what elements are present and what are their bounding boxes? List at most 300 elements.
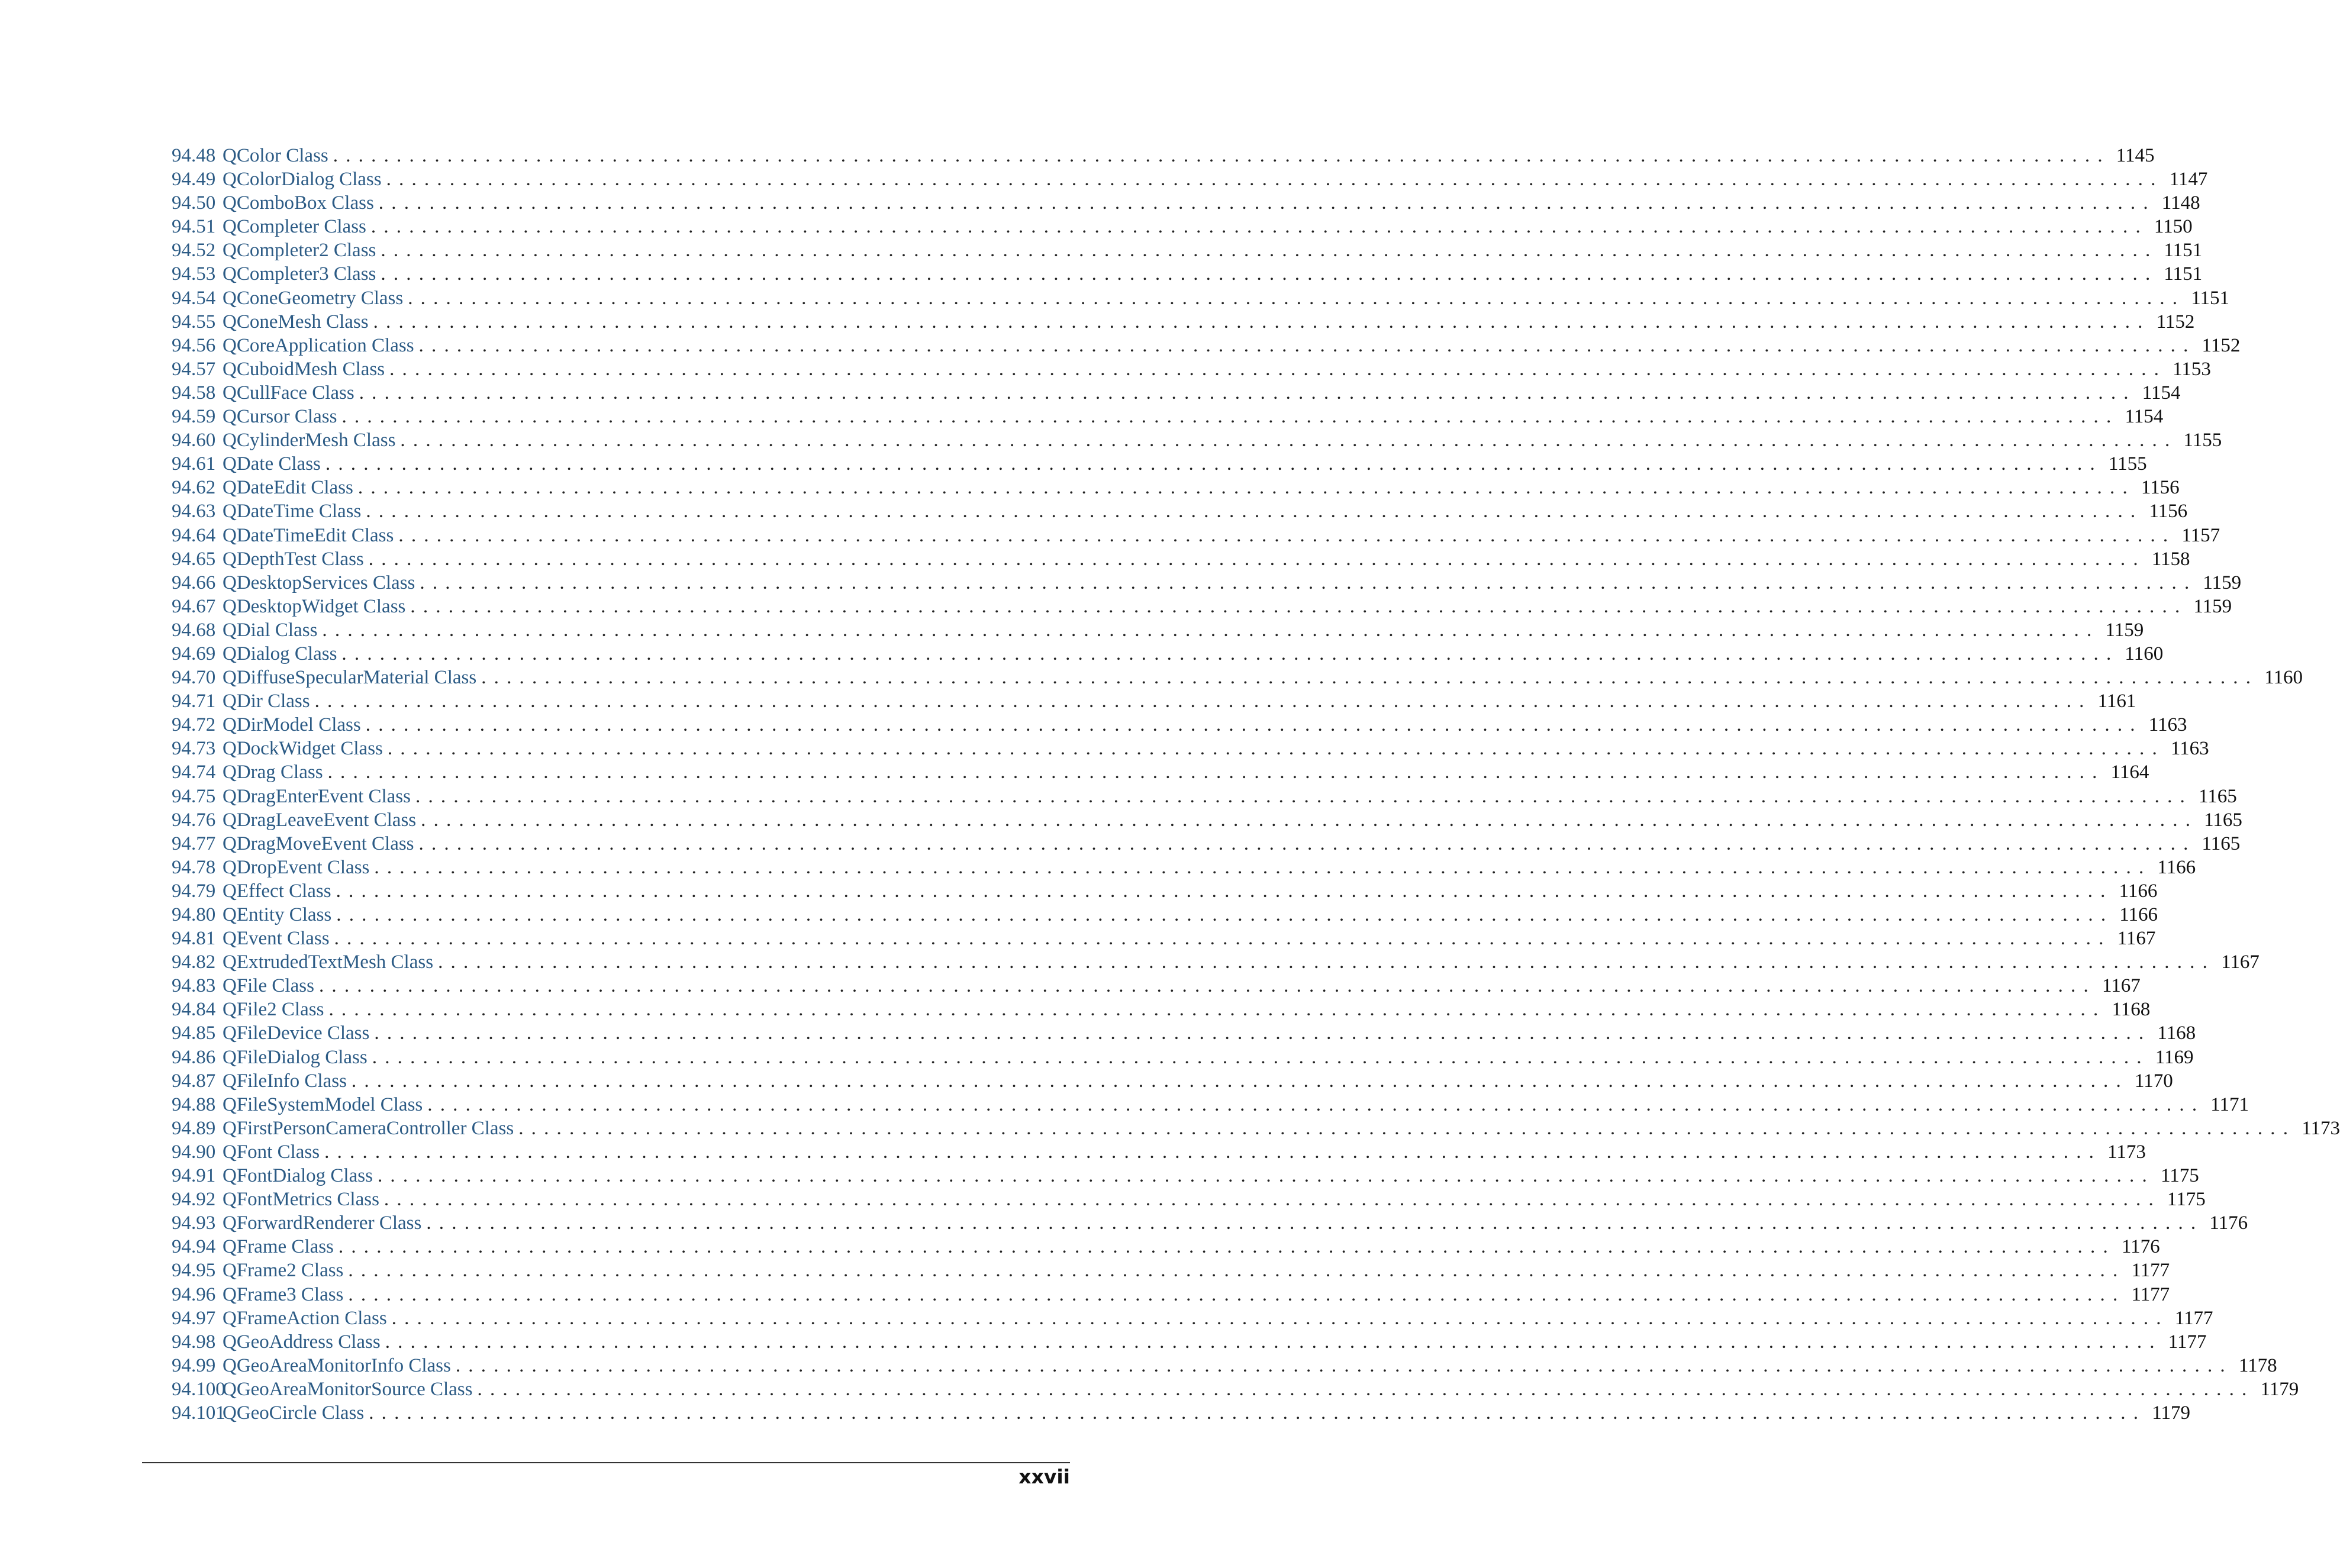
toc-dot-leader: ............................................................................................................................................ <box>370 216 2148 238</box>
toc-entry-link[interactable] <box>172 191 374 215</box>
toc-entry-number: 94.99 <box>172 1354 216 1376</box>
toc-entry <box>172 832 2241 856</box>
toc-entry-link[interactable] <box>172 666 476 689</box>
toc-entry-page: 1169 <box>2155 1046 2194 1068</box>
toc-entry-title: QDiffuseSpecularMaterial Class <box>223 667 477 689</box>
toc-entry <box>172 785 2237 808</box>
toc-entry-title: QFileDialog Class <box>223 1046 368 1068</box>
toc-entry-title: QColor Class <box>223 145 328 166</box>
toc-entry-number: 94.100 <box>172 1378 225 1400</box>
toc-entry-link[interactable] <box>172 642 337 666</box>
toc-entry-number: 94.69 <box>172 643 216 664</box>
toc-entry-link[interactable] <box>172 167 382 191</box>
toc-dot-leader: ............................................................................................................................................ <box>368 548 2146 570</box>
toc-entry-number: 94.82 <box>172 951 216 973</box>
toc-entry-title: QFile Class <box>223 975 314 997</box>
toc-entry-link[interactable] <box>172 144 328 167</box>
toc-entry-number: 94.53 <box>172 263 216 285</box>
toc-entry-page: 1165 <box>2204 809 2242 831</box>
toc-entry-page: 1148 <box>2161 192 2200 214</box>
toc-entry-number: 94.57 <box>172 358 216 380</box>
toc-entry-page: 1173 <box>2302 1117 2340 1139</box>
toc-entry-page: 1152 <box>2202 334 2241 356</box>
toc-entry <box>172 808 2242 832</box>
toc-entry-page: 1167 <box>2102 975 2141 997</box>
toc-entry-page: 1159 <box>2193 595 2232 617</box>
toc-entry-title: QDockWidget Class <box>223 738 383 760</box>
toc-entry-page: 1151 <box>2164 263 2203 285</box>
toc-entry-page: 1163 <box>2170 738 2209 760</box>
toc-entry <box>172 1377 2299 1401</box>
toc-dot-leader: ............................................................................................................................................ <box>336 904 2114 925</box>
toc-entry-link[interactable] <box>172 760 323 784</box>
toc-entry-number: 94.81 <box>172 928 216 950</box>
toc-entry-number: 94.94 <box>172 1236 216 1258</box>
toc-entry <box>172 737 2209 760</box>
toc-entry-page: 1166 <box>2119 904 2158 925</box>
toc-entry-page: 1166 <box>2119 880 2158 902</box>
toc-entry-title: QFile2 Class <box>223 999 324 1021</box>
toc-entry-number: 94.71 <box>172 691 216 712</box>
toc-entry-number: 94.93 <box>172 1212 216 1234</box>
toc-entry-link[interactable] <box>172 689 310 713</box>
toc-entry-link[interactable] <box>172 856 369 879</box>
toc-entry-link[interactable] <box>172 1211 421 1235</box>
toc-entry-title: QConeGeometry Class <box>223 287 404 309</box>
toc-entry-page: 1155 <box>2183 430 2222 451</box>
toc-entry-page: 1168 <box>2112 999 2151 1021</box>
toc-entry-link[interactable] <box>172 571 415 595</box>
toc-entry-page: 1155 <box>2108 453 2147 475</box>
toc-dot-leader: ............................................................................................................................................ <box>357 477 2135 499</box>
toc-entry <box>172 927 2156 950</box>
toc-entry <box>172 760 2149 784</box>
toc-dot-leader: ............................................................................................................................................ <box>338 1236 2116 1258</box>
toc-entry-title: QDirModel Class <box>223 714 361 736</box>
toc-entry-title: QGeoAddress Class <box>223 1331 381 1353</box>
toc-entry <box>172 381 2181 405</box>
toc-dot-leader: ............................................................................................................................................ <box>385 1331 2162 1353</box>
toc-dot-leader: ............................................................................................................................................ <box>366 501 2144 522</box>
toc-entry-link[interactable] <box>172 1046 368 1069</box>
toc-entry-title: QCoreApplication Class <box>223 334 414 356</box>
toc-entry-page: 1156 <box>2149 501 2188 522</box>
toc-entry-page: 1160 <box>2264 667 2303 689</box>
toc-dot-leader: ............................................................................................................................................ <box>348 1283 2126 1305</box>
toc-entry-number: 94.58 <box>172 382 216 404</box>
toc-entry-number: 94.90 <box>172 1141 216 1163</box>
toc-entry-number: 94.59 <box>172 406 216 428</box>
toc-entry-link[interactable] <box>172 1069 347 1093</box>
toc-dot-leader: ............................................................................................................................................ <box>387 738 2165 760</box>
toc-dot-leader: ............................................................................................................................................ <box>383 1189 2161 1211</box>
toc-dot-leader: ............................................................................................................................................ <box>398 524 2176 546</box>
toc-entry <box>172 357 2211 381</box>
toc-entry-number: 94.96 <box>172 1283 216 1305</box>
toc-dot-leader: ............................................................................................................................................ <box>336 880 2113 902</box>
toc-dot-leader: ............................................................................................................................................ <box>389 358 2167 380</box>
toc-entry-number: 94.77 <box>172 833 216 854</box>
toc-entry-number: 94.85 <box>172 1022 216 1044</box>
toc-entry-page: 1163 <box>2148 714 2187 736</box>
toc-entry-number: 94.91 <box>172 1165 216 1187</box>
toc-entry-title: QCursor Class <box>223 406 337 428</box>
toc-entry-title: QExtrudedTextMesh Class <box>223 951 434 973</box>
toc-entry-page: 1170 <box>2134 1070 2173 1092</box>
toc-entry-link[interactable] <box>172 737 383 760</box>
toc-entry-link[interactable] <box>172 595 405 618</box>
toc-entry <box>172 1069 2173 1093</box>
toc-entry <box>172 713 2187 737</box>
toc-entry <box>172 571 2242 595</box>
toc-entry-number: 94.54 <box>172 287 216 309</box>
toc-entry-link[interactable] <box>172 618 317 642</box>
page-number: xxvii <box>1018 1465 1070 1488</box>
toc-entry-number: 94.63 <box>172 501 216 522</box>
toc-entry-title: QGeoAreaMonitorSource Class <box>223 1378 473 1400</box>
toc-entry <box>172 167 2208 191</box>
toc-entry-title: QEntity Class <box>223 904 332 925</box>
toc-entry-link[interactable] <box>172 785 411 808</box>
toc-entry <box>172 476 2180 499</box>
toc-entry-page: 1175 <box>2160 1165 2199 1187</box>
toc-entry-page: 1179 <box>2152 1402 2190 1424</box>
toc-entry-link[interactable] <box>172 1330 381 1354</box>
toc-entry-title: QDragMoveEvent Class <box>223 833 414 854</box>
toc-entry-title: QDialog Class <box>223 643 337 664</box>
toc-entry-link[interactable] <box>172 1401 364 1425</box>
toc-dot-leader: ............................................................................................................................................ <box>373 311 2151 333</box>
toc-entry <box>172 950 2260 974</box>
toc-entry <box>172 334 2241 357</box>
toc-entry <box>172 1401 2190 1425</box>
toc-entry-page: 1159 <box>2203 572 2242 593</box>
toc-entry <box>172 1188 2206 1211</box>
toc-entry-link[interactable] <box>172 950 433 974</box>
toc-entry-page: 1147 <box>2169 169 2208 191</box>
toc-entry-title: QFileDevice Class <box>223 1022 370 1044</box>
toc-entry-title: QColorDialog Class <box>223 169 382 191</box>
toc-entry-number: 94.55 <box>172 311 216 333</box>
toc-entry-link[interactable] <box>172 998 324 1021</box>
toc-entry-link[interactable] <box>172 524 394 547</box>
toc-entry-link[interactable] <box>172 357 385 381</box>
toc-dot-leader: ............................................................................................................................................ <box>418 833 2196 854</box>
toc-entry <box>172 524 2220 547</box>
toc-entry-page: 1165 <box>2202 833 2241 854</box>
toc-entry-link[interactable] <box>172 1188 379 1211</box>
toc-dot-leader: ............................................................................................................................................ <box>427 1093 2205 1115</box>
toc-entry-link[interactable] <box>172 1354 451 1377</box>
toc-entry-number: 94.80 <box>172 904 216 925</box>
toc-entry-page: 1160 <box>2125 643 2164 664</box>
toc-entry-link[interactable] <box>172 927 330 950</box>
toc-entry-link[interactable] <box>172 215 366 238</box>
toc-entry-number: 94.83 <box>172 975 216 997</box>
toc-entry-title: QDropEvent Class <box>223 856 370 878</box>
toc-entry-number: 94.74 <box>172 762 216 783</box>
toc-dot-leader: ............................................................................................................................................ <box>481 667 2259 689</box>
toc-entry-page: 1150 <box>2154 216 2193 238</box>
toc-dot-leader: ............................................................................................................................................ <box>341 643 2119 664</box>
toc-entry-title: QFirstPersonCameraController Class <box>223 1117 514 1139</box>
toc-entry-link[interactable] <box>172 547 364 571</box>
toc-entry-number: 94.64 <box>172 524 216 546</box>
toc-dot-leader: ............................................................................................................................................ <box>438 951 2216 973</box>
toc-entry-title: QForwardRenderer Class <box>223 1212 422 1234</box>
toc-entry-number: 94.76 <box>172 809 216 831</box>
toc-entry-title: QDate Class <box>223 453 321 475</box>
toc-dot-leader: ............................................................................................................................................ <box>374 856 2152 878</box>
toc-entry-link[interactable] <box>172 1021 369 1045</box>
toc-entry-link[interactable] <box>172 476 353 499</box>
toc-dot-leader: ............................................................................................................................................ <box>381 263 2158 285</box>
toc-dot-leader: ............................................................................................................................................ <box>372 1046 2149 1068</box>
toc-entry-number: 94.89 <box>172 1117 216 1139</box>
toc-dot-leader: ............................................................................................................................................ <box>333 145 2110 166</box>
toc-entry-page: 1152 <box>2156 311 2195 333</box>
toc-entry-number: 94.73 <box>172 738 216 760</box>
toc-dot-leader: ............................................................................................................................................ <box>334 928 2112 950</box>
toc-entry-link[interactable] <box>172 452 321 476</box>
toc-entry-link[interactable] <box>172 1259 343 1282</box>
toc-entry-title: QFrame3 Class <box>223 1283 344 1305</box>
toc-dot-leader: ............................................................................................................................................ <box>327 762 2105 783</box>
toc-entry-number: 94.87 <box>172 1070 216 1092</box>
toc-dot-leader: ............................................................................................................................................ <box>381 240 2158 262</box>
toc-entry-title: QGeoAreaMonitorInfo Class <box>223 1354 451 1376</box>
toc-entry-page: 1167 <box>2221 951 2260 973</box>
toc-entry-number: 94.78 <box>172 856 216 878</box>
toc-entry-page: 1154 <box>2125 406 2164 428</box>
toc-entry-number: 94.60 <box>172 430 216 451</box>
toc-entry-number: 94.79 <box>172 880 216 902</box>
toc-entry-title: QDateTimeEdit Class <box>223 524 394 546</box>
toc-dot-leader: ............................................................................................................................................ <box>369 1402 2146 1424</box>
toc-entry-title: QDepthTest Class <box>223 548 364 570</box>
toc-entry <box>172 1140 2146 1164</box>
toc-dot-leader: ............................................................................................................................................ <box>378 192 2156 214</box>
toc-entry-link[interactable] <box>172 974 314 998</box>
toc-entry <box>172 1117 2340 1140</box>
toc-entry-page: 1175 <box>2167 1189 2206 1211</box>
toc-entry-number: 94.88 <box>172 1093 216 1115</box>
toc-entry <box>172 262 2203 286</box>
toc-dot-leader: ............................................................................................................................................ <box>391 1307 2169 1329</box>
toc-entry-link[interactable] <box>172 262 376 286</box>
toc-entry-link[interactable] <box>172 428 395 452</box>
toc-entry <box>172 618 2144 642</box>
toc-entry <box>172 595 2232 618</box>
toc-entry <box>172 1259 2170 1282</box>
toc-entry <box>172 144 2155 167</box>
toc-entry-title: QFileInfo Class <box>223 1070 347 1092</box>
toc-entry-page: 1178 <box>2238 1354 2277 1376</box>
toc-dot-leader: ............................................................................................................................................ <box>426 1212 2204 1234</box>
toc-entry-title: QDrag Class <box>223 762 323 783</box>
toc-entry-link[interactable] <box>172 286 403 310</box>
toc-entry-title: QCuboidMesh Class <box>223 358 385 380</box>
toc-entry-number: 94.84 <box>172 999 216 1021</box>
toc-entry-title: QDesktopWidget Class <box>223 595 406 617</box>
toc-entry-link[interactable] <box>172 405 337 428</box>
toc-entry-number: 94.86 <box>172 1046 216 1068</box>
toc-dot-leader: ............................................................................................................................................ <box>374 1022 2152 1044</box>
table-of-contents <box>172 144 2340 1425</box>
toc-entry <box>172 1283 2170 1306</box>
toc-dot-leader: ............................................................................................................................................ <box>420 572 2197 593</box>
toc-entry-number: 94.101 <box>172 1402 225 1424</box>
toc-entry <box>172 1164 2199 1188</box>
toc-entry-title: QFrameAction Class <box>223 1307 387 1329</box>
toc-dot-leader: ............................................................................................................................................ <box>518 1117 2296 1139</box>
toc-entry-page: 1154 <box>2142 382 2181 404</box>
toc-dot-leader: ............................................................................................................................................ <box>324 1141 2102 1163</box>
toc-entry <box>172 903 2158 927</box>
toc-entry-title: QDragEnterEvent Class <box>223 785 411 807</box>
toc-entry-title: QDateEdit Class <box>223 477 353 499</box>
toc-entry <box>172 856 2196 879</box>
toc-entry <box>172 666 2303 689</box>
toc-dot-leader: ............................................................................................................................................ <box>351 1070 2129 1092</box>
toc-entry-page: 1167 <box>2117 928 2156 950</box>
toc-entry-title: QDial Class <box>223 619 318 641</box>
toc-entry <box>172 998 2151 1021</box>
toc-entry-link[interactable] <box>172 832 414 856</box>
toc-entry-title: QFrame Class <box>223 1236 334 1258</box>
toc-dot-leader: ............................................................................................................................................ <box>328 999 2106 1021</box>
toc-entry-title: QEvent Class <box>223 928 330 950</box>
toc-entry-number: 94.48 <box>172 145 216 166</box>
toc-entry-number: 94.50 <box>172 192 216 214</box>
toc-entry-page: 1177 <box>2131 1283 2170 1305</box>
toc-entry <box>172 191 2200 215</box>
toc-entry-title: QDragLeaveEvent Class <box>223 809 417 831</box>
toc-entry-title: QGeoCircle Class <box>223 1402 365 1424</box>
toc-entry <box>172 1046 2194 1069</box>
toc-entry-title: QComboBox Class <box>223 192 374 214</box>
toc-entry <box>172 689 2136 713</box>
toc-entry-link[interactable] <box>172 310 369 334</box>
toc-entry <box>172 405 2164 428</box>
toc-entry-page: 1151 <box>2164 240 2203 262</box>
toc-entry-number: 94.95 <box>172 1260 216 1282</box>
toc-entry-link[interactable] <box>172 1140 320 1164</box>
toc-entry-link[interactable] <box>172 1164 373 1188</box>
toc-entry-link[interactable] <box>172 1377 473 1401</box>
toc-entry-page: 1177 <box>2174 1307 2213 1329</box>
toc-dot-leader: ............................................................................................................................................ <box>477 1378 2255 1400</box>
toc-dot-leader: ............................................................................................................................................ <box>325 453 2103 475</box>
toc-entry <box>172 238 2203 262</box>
toc-entry <box>172 547 2190 571</box>
toc-entry-page: 1176 <box>2209 1212 2248 1234</box>
toc-entry-page: 1177 <box>2168 1331 2207 1353</box>
toc-entry <box>172 879 2158 903</box>
toc-entry-title: QCompleter3 Class <box>223 263 376 285</box>
toc-entry-link[interactable] <box>172 713 361 737</box>
toc-entry-link[interactable] <box>172 381 354 405</box>
toc-dot-leader: ............................................................................................................................................ <box>359 382 2136 404</box>
toc-entry-link[interactable] <box>172 903 331 927</box>
toc-entry <box>172 499 2188 523</box>
toc-entry-page: 1173 <box>2107 1141 2146 1163</box>
toc-entry-link[interactable] <box>172 808 416 832</box>
toc-entry-title: QDir Class <box>223 691 310 712</box>
toc-entry <box>172 1211 2248 1235</box>
toc-entry <box>172 1235 2160 1259</box>
toc-entry-number: 94.65 <box>172 548 216 570</box>
toc-entry-number: 94.66 <box>172 572 216 593</box>
toc-entry-number: 94.98 <box>172 1331 216 1353</box>
toc-entry-title: QDesktopServices Class <box>223 572 415 593</box>
toc-entry-link[interactable] <box>172 1117 514 1140</box>
toc-entry-page: 1177 <box>2131 1260 2170 1282</box>
toc-entry-number: 94.62 <box>172 477 216 499</box>
toc-entry-link[interactable] <box>172 334 414 357</box>
toc-dot-leader: ............................................................................................................................................ <box>421 809 2199 831</box>
toc-entry <box>172 1021 2196 1045</box>
toc-entry-number: 94.72 <box>172 714 216 736</box>
toc-entry-link[interactable] <box>172 238 376 262</box>
toc-entry-number: 94.49 <box>172 169 216 191</box>
toc-entry-link[interactable] <box>172 1235 334 1259</box>
toc-entry-page: 1176 <box>2121 1236 2160 1258</box>
toc-entry-page: 1166 <box>2157 856 2196 878</box>
toc-dot-leader: ............................................................................................................................................ <box>341 406 2119 428</box>
toc-entry <box>172 428 2222 452</box>
toc-entry-page: 1164 <box>2110 762 2149 783</box>
toc-entry-title: QFont Class <box>223 1141 320 1163</box>
toc-entry-link[interactable] <box>172 1306 387 1330</box>
toc-entry-page: 1165 <box>2199 785 2237 807</box>
toc-entry-title: QCullFace Class <box>223 382 354 404</box>
toc-entry-page: 1158 <box>2151 548 2190 570</box>
toc-entry-link[interactable] <box>172 1093 423 1117</box>
toc-entry-link[interactable] <box>172 1283 343 1306</box>
toc-entry-page: 1171 <box>2210 1093 2249 1115</box>
toc-dot-leader: ............................................................................................................................................ <box>408 287 2186 309</box>
toc-entry-title: QDateTime Class <box>223 501 362 522</box>
toc-entry-page: 1157 <box>2181 524 2220 546</box>
toc-entry <box>172 1093 2249 1117</box>
toc-entry-page: 1151 <box>2191 287 2229 309</box>
toc-dot-leader: ............................................................................................................................................ <box>377 1165 2155 1187</box>
toc-entry <box>172 310 2195 334</box>
toc-entry-title: QFrame2 Class <box>223 1260 344 1282</box>
toc-dot-leader: ............................................................................................................................................ <box>418 334 2196 356</box>
toc-dot-leader: ............................................................................................................................................ <box>410 595 2188 617</box>
toc-entry-number: 94.51 <box>172 216 216 238</box>
toc-entry <box>172 974 2141 998</box>
toc-dot-leader: ............................................................................................................................................ <box>400 430 2178 451</box>
toc-dot-leader: ............................................................................................................................................ <box>314 691 2092 712</box>
toc-entry-number: 94.56 <box>172 334 216 356</box>
toc-entry-page: 1153 <box>2173 358 2211 380</box>
toc-dot-leader: ............................................................................................................................................ <box>318 975 2096 997</box>
toc-entry-page: 1168 <box>2157 1022 2196 1044</box>
toc-entry-title: QCompleter Class <box>223 216 366 238</box>
toc-entry-link[interactable] <box>172 499 361 523</box>
toc-entry-number: 94.70 <box>172 667 216 689</box>
toc-entry <box>172 452 2147 476</box>
toc-dot-leader: ............................................................................................................................................ <box>386 169 2164 191</box>
toc-entry <box>172 215 2193 238</box>
toc-entry-number: 94.97 <box>172 1307 216 1329</box>
toc-entry-title: QConeMesh Class <box>223 311 369 333</box>
toc-dot-leader: ............................................................................................................................................ <box>322 619 2100 641</box>
toc-entry-link[interactable] <box>172 879 331 903</box>
